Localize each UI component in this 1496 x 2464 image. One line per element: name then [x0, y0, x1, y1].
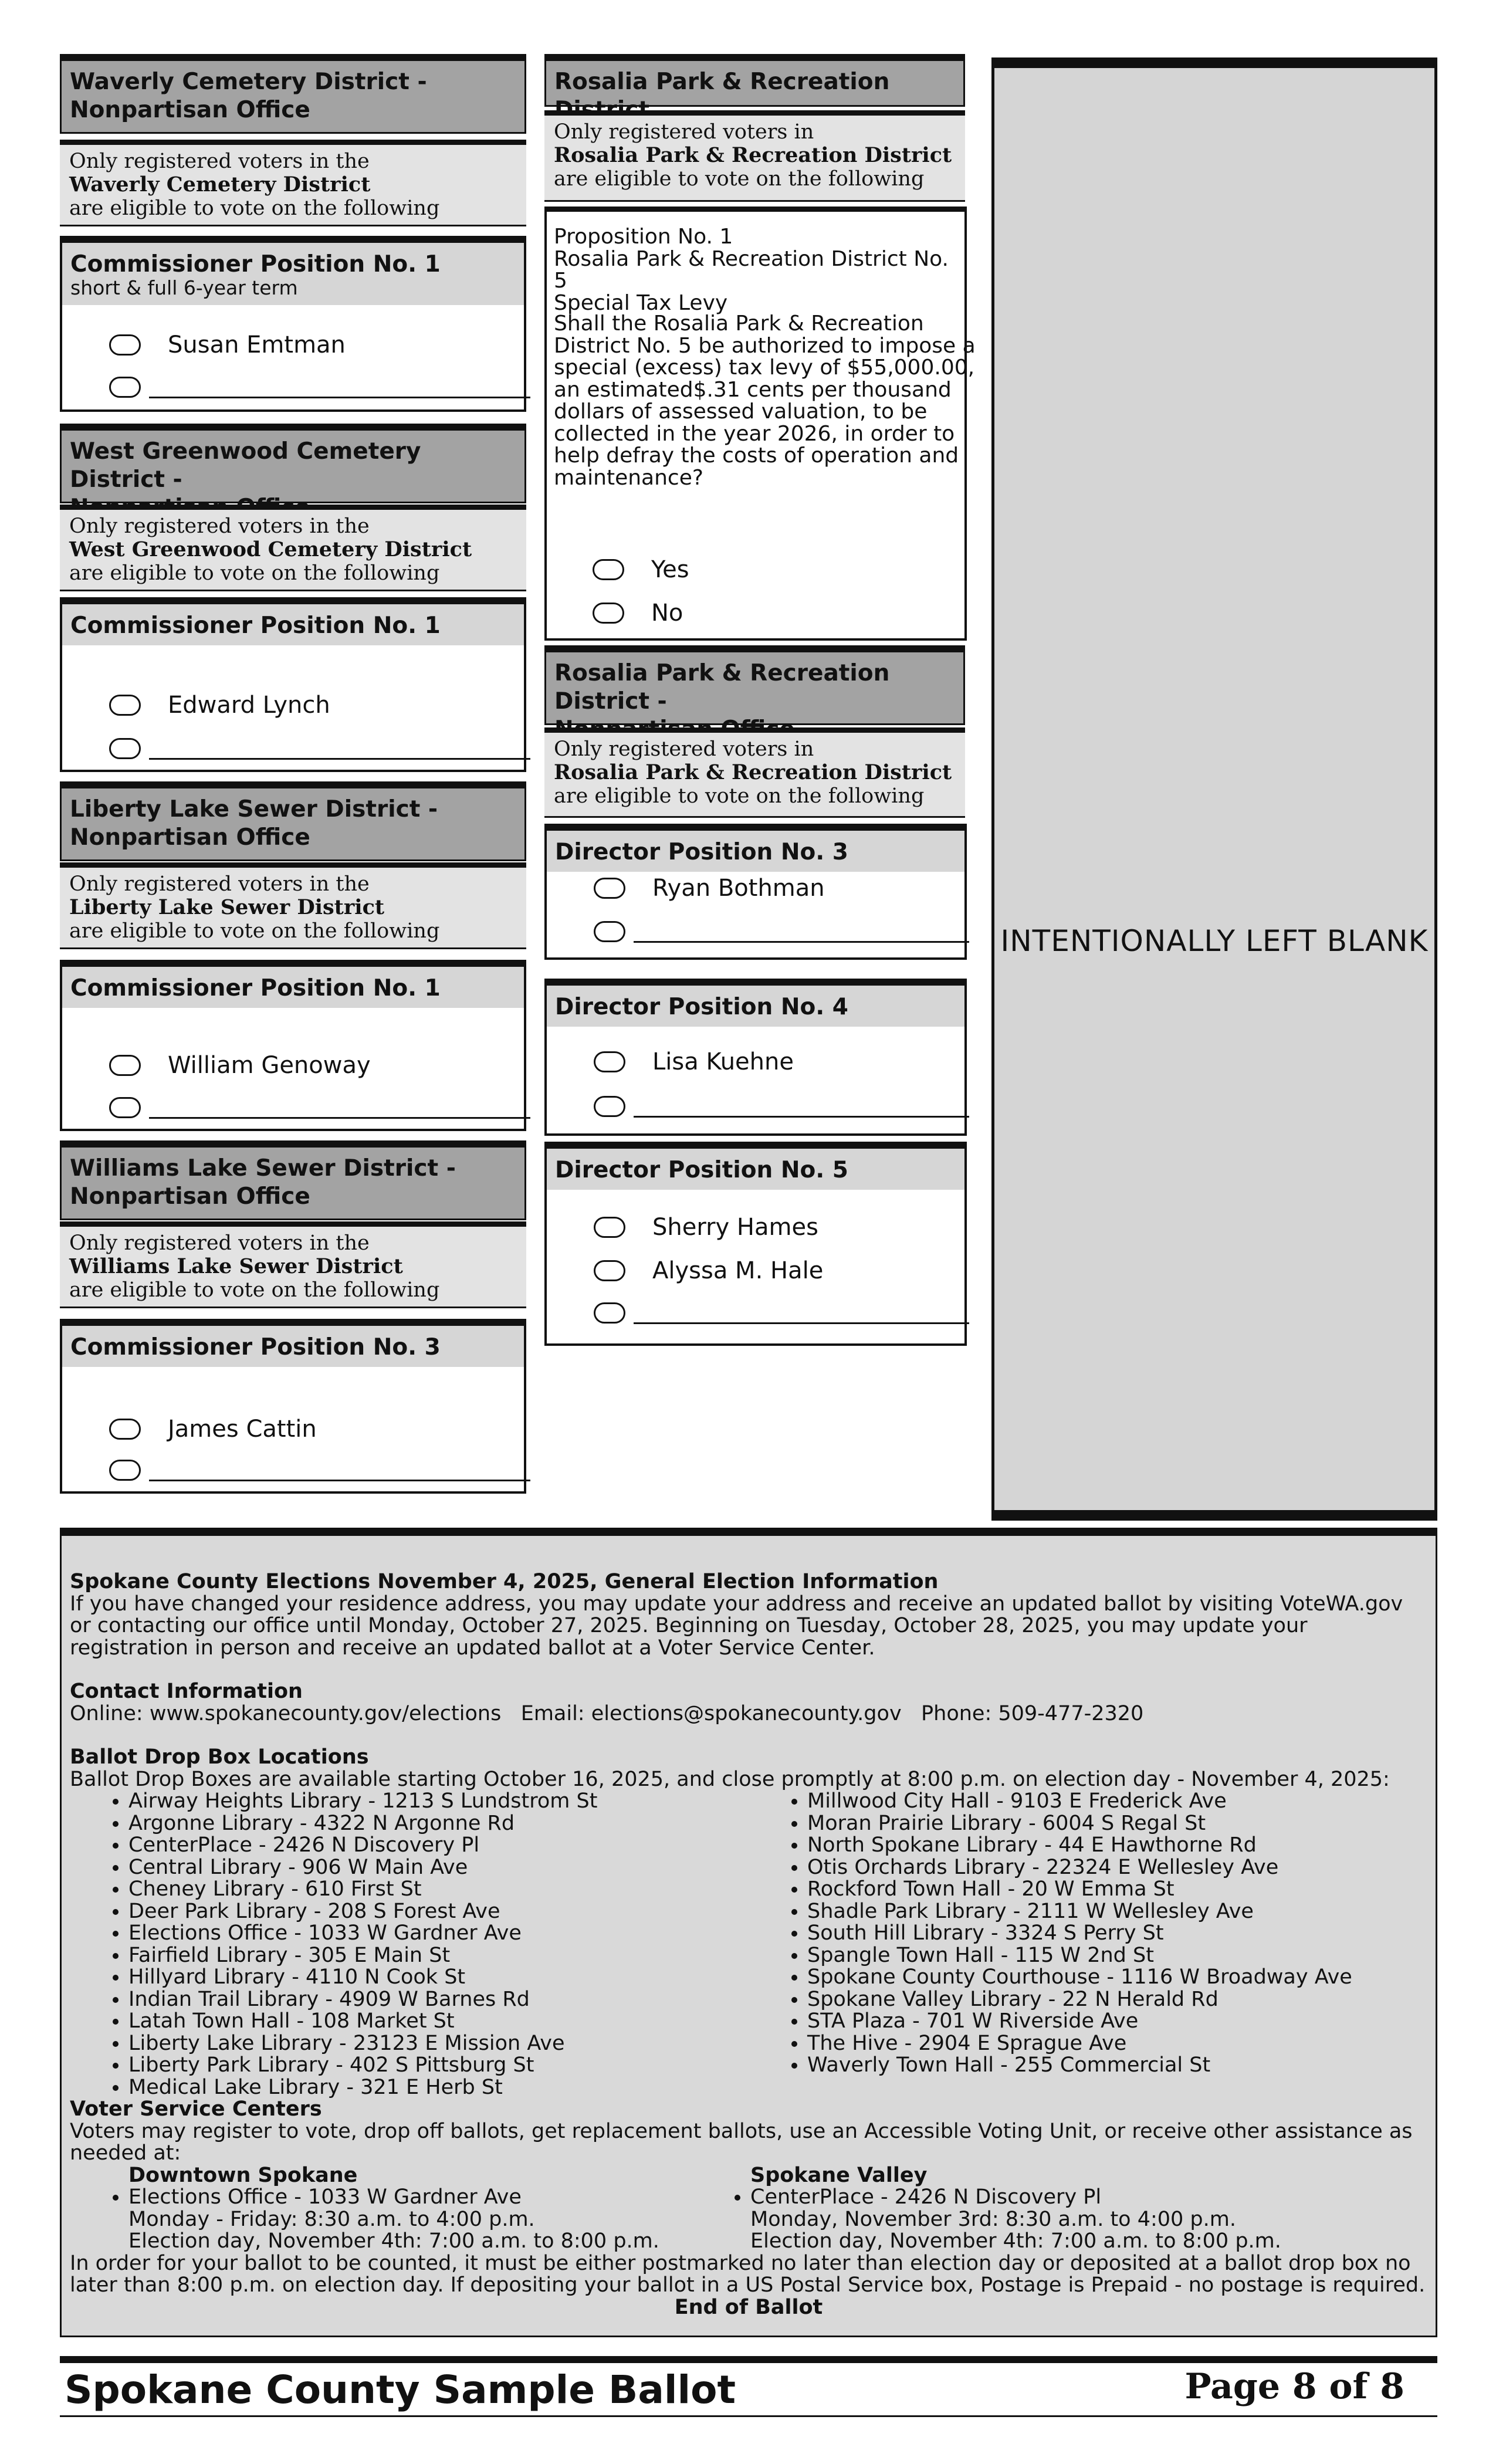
dropbox-list-right [749, 1791, 1427, 2099]
contest-title: Commissioner Position No. 3 [62, 1326, 524, 1367]
vote-oval[interactable] [594, 921, 625, 942]
contest-title: Director Position No. 5 [547, 1149, 964, 1190]
proposition-text-line: dollars of assessed valuation, to be [554, 400, 928, 424]
office-header-waverly [60, 54, 526, 134]
dropbox-list-left [70, 1791, 749, 2099]
list-item: • Shadle Park Library - 2111 W Wellesley Ave [807, 1901, 1427, 1923]
list-item: • Hillyard Library - 4110 N Cook St [128, 1967, 749, 1989]
contest-box-director-3 [544, 824, 967, 960]
proposition-text-line: maintenance? [554, 465, 703, 490]
office-header-liberty-lake [60, 781, 526, 861]
vsc-eday: Election day, November 4th: 7:00 a.m. to 8:00 p.m. [750, 2229, 1281, 2253]
proposition-text-line: help defray the costs of operation and [554, 444, 959, 468]
write-in-line[interactable] [634, 941, 969, 943]
eligibility-note-williams-lake [60, 1221, 526, 1308]
dropbox-intro: Ballot Drop Boxes are available starting October 16, 2025, and close promptly at 8:00 p.m. on election day - November 4, 2025: [70, 1767, 1390, 1791]
office-header-rosalia-prop [544, 54, 965, 107]
eligibility-note-waverly [60, 140, 526, 226]
list-item: • Indian Trail Library - 4909 W Barnes Rd [128, 1989, 749, 2011]
eligibility-district: Rosalia Park & Recreation District [554, 143, 952, 167]
list-item: • Moran Prairie Library - 6004 S Regal St [807, 1813, 1427, 1835]
proposition-text-line: an estimated$.31 cents per thousand [554, 377, 952, 402]
vote-oval[interactable] [109, 334, 141, 356]
contest-title [62, 243, 524, 305]
candidate-name: Edward Lynch [168, 692, 330, 719]
candidate-name: Lisa Kuehne [652, 1048, 794, 1075]
list-item: • Central Library - 906 W Main Ave [128, 1857, 749, 1879]
proposition-district: Rosalia Park & Recreation District No. 5 [554, 246, 949, 293]
vote-oval[interactable] [109, 1097, 141, 1118]
contest-box-liberty-lake [60, 960, 526, 1131]
eligibility-line: are eligible to vote on the following [69, 561, 440, 585]
office-title-line1: Rosalia Park & Recreation District - [554, 660, 890, 715]
proposition-text-line: collected in the year 2026, in order to [554, 421, 955, 446]
contest-box-director-4 [544, 979, 967, 1136]
contest-title: Director Position No. 3 [547, 831, 964, 872]
vote-oval[interactable] [109, 1055, 141, 1076]
office-title-line2: Nonpartisan Office [70, 824, 310, 851]
spacer [70, 1659, 1427, 1681]
vote-oval[interactable] [109, 1460, 141, 1481]
vsc-list [128, 2187, 774, 2209]
eligibility-line: are eligible to vote on the following [69, 197, 440, 220]
office-header-williams-lake [60, 1140, 526, 1220]
list-item: • Argonne Library - 4322 N Argonne Rd [128, 1813, 749, 1835]
eligibility-note-liberty-lake [60, 862, 526, 949]
proposition-text [554, 313, 976, 489]
list-item: • Waverly Town Hall - 255 Commercial St [807, 2055, 1427, 2077]
list-item: • Spangle Town Hall - 115 W 2nd St [807, 1945, 1427, 1967]
eligibility-note-west-greenwood [60, 505, 526, 591]
office-title-line2: Nonpartisan Office [70, 1183, 310, 1210]
list-item: • Liberty Lake Library - 23123 E Mission Ave [128, 2033, 749, 2055]
closing-text: In order for your ballot to be counted, it must be either postmarked no later than election day or deposited at a ballot drop box no later than 8:00 p.m. on election day. If depositing your ballot in a US Postal Service box, Postage is Prepaid - no postage is required. [70, 2251, 1426, 2297]
candidate-name: William Genoway [168, 1052, 371, 1079]
eligibility-note-rosalia-office [544, 727, 965, 818]
vote-oval[interactable] [109, 377, 141, 398]
vote-oval[interactable] [593, 603, 624, 624]
write-in-line[interactable] [149, 397, 530, 398]
list-item: • Liberty Park Library - 402 S Pittsburg St [128, 2055, 749, 2077]
eligibility-line: Only registered voters in [554, 120, 814, 144]
contest-title: Director Position No. 4 [547, 986, 964, 1027]
contest-title: Commissioner Position No. 1 [62, 604, 524, 645]
vote-oval[interactable] [109, 738, 141, 759]
vsc-intro: Voters may register to vote, drop off ballots, get replacement ballots, use an Accessible Voting Unit, or receive other assistance as needed at: [70, 2119, 1413, 2165]
list-item: • North Spokane Library - 44 E Hawthorne Rd [807, 1835, 1427, 1857]
office-header-west-greenwood [60, 424, 526, 503]
vsc-hours: Monday - Friday: 8:30 a.m. to 4:00 p.m. [128, 2207, 535, 2231]
vsc-downtown [70, 2165, 750, 2253]
office-title-line1: Williams Lake Sewer District - [70, 1155, 456, 1182]
info-intro: If you have changed your residence address, you may update your address and receive an updated ballot by visiting VoteWA.gov or contacting our office until Monday, October 27, 2025. Beginning on Tuesday, October 28, 2025, you may update your registration in person and receive an updated ballot at a Voter Service Center. [70, 1592, 1403, 1660]
list-item: • Elections Office - 1033 W Gardner Ave [128, 2187, 774, 2209]
vsc-eday: Election day, November 4th: 7:00 a.m. to 8:00 p.m. [128, 2229, 659, 2253]
eligibility-line: Only registered voters in the [69, 872, 370, 896]
list-item: • CenterPlace - 2426 N Discovery Pl [750, 2187, 1396, 2209]
vsc-valley [750, 2165, 1396, 2253]
vote-oval[interactable] [109, 695, 141, 716]
office-title-line1: Liberty Lake Sewer District - [70, 796, 438, 823]
list-item: • Millwood City Hall - 9103 E Frederick Ave [807, 1791, 1427, 1813]
vsc-hours: Monday, November 3rd: 8:30 a.m. to 4:00 p.m. [750, 2207, 1236, 2231]
proposition-box [544, 207, 976, 641]
proposition-type: Special Tax Levy [554, 290, 728, 315]
proposition-text-line: Shall the Rosalia Park & Recreation [554, 312, 924, 336]
vsc-heading: Voter Service Centers [70, 2097, 322, 2121]
vsc-title: Spokane Valley [750, 2163, 928, 2187]
page-number: Page 8 of 8 [1184, 2366, 1404, 2407]
footer-bar [60, 2356, 1437, 2417]
vote-oval[interactable] [594, 878, 625, 899]
contest-subtitle: short & full 6-year term [70, 276, 298, 299]
eligibility-district: West Greenwood Cemetery District [69, 537, 472, 561]
proposition-number: Proposition No. 1 [554, 225, 733, 249]
vote-oval[interactable] [109, 1419, 141, 1440]
proposition-text-line: special (excess) tax levy of $55,000.00, [554, 356, 975, 380]
vote-oval[interactable] [593, 559, 624, 580]
contest-title: Commissioner Position No. 1 [62, 967, 524, 1008]
vote-oval[interactable] [594, 1051, 625, 1072]
vote-oval[interactable] [594, 1260, 625, 1281]
vote-oval[interactable] [594, 1096, 625, 1117]
list-item: • Rockford Town Hall - 20 W Emma St [807, 1879, 1427, 1901]
list-item: • Latah Town Hall - 108 Market St [128, 2011, 749, 2033]
candidate-name: James Cattin [168, 1416, 317, 1443]
vsc-list [750, 2187, 1396, 2209]
contest-box-west-greenwood [60, 597, 526, 772]
eligibility-line: are eligible to vote on the following [69, 1278, 440, 1302]
vote-oval[interactable] [594, 1217, 625, 1238]
eligibility-line: Only registered voters in the [69, 150, 370, 173]
candidate-name: Alyssa M. Hale [652, 1257, 824, 1284]
office-title: Rosalia Park & Recreation [554, 69, 890, 95]
candidate-name: Sherry Hames [652, 1214, 818, 1241]
intentionally-blank-panel [991, 57, 1437, 1521]
list-item: • CenterPlace - 2426 N Discovery Pl [128, 1835, 749, 1857]
ballot-title: Spokane County Sample Ballot [65, 2367, 736, 2412]
election-info-box [60, 1528, 1437, 2337]
eligibility-note-rosalia-prop [544, 110, 965, 202]
vsc-lists [70, 2165, 1427, 2253]
contest-box-williams-lake [60, 1319, 526, 1494]
dropbox-heading: Ballot Drop Box Locations [70, 1745, 369, 1769]
office-title-line1: Waverly Cemetery District - [70, 69, 427, 95]
write-in-line[interactable] [149, 1117, 530, 1119]
dropbox-lists [70, 1791, 1427, 2099]
eligibility-district: Liberty Lake Sewer District [69, 895, 385, 919]
eligibility-line: are eligible to vote on the following [554, 784, 925, 808]
eligibility-line: are eligible to vote on the following [554, 167, 925, 191]
eligibility-district: Rosalia Park & Recreation District [554, 760, 952, 784]
proposition-heading [554, 226, 964, 314]
spacer [70, 1725, 1427, 1747]
list-item: • Medical Lake Library - 321 E Herb St [128, 2077, 749, 2099]
option-label: No [651, 600, 683, 627]
end-of-ballot: End of Ballot [674, 2295, 823, 2319]
office-header-rosalia-office [544, 645, 965, 725]
candidate-name: Ryan Bothman [652, 875, 825, 902]
write-in-line[interactable] [634, 1322, 969, 1324]
eligibility-line: Only registered voters in the [69, 1231, 370, 1255]
write-in-line[interactable] [634, 1116, 969, 1118]
vote-oval[interactable] [594, 1302, 625, 1324]
office-title-line1: West Greenwood Cemetery District - [70, 438, 421, 493]
eligibility-district: Williams Lake Sewer District [69, 1254, 403, 1278]
blank-notice: INTENTIONALLY LEFT BLANK [1000, 924, 1429, 958]
write-in-line[interactable] [149, 758, 530, 760]
list-item: • South Hill Library - 3324 S Perry St [807, 1923, 1427, 1945]
contest-title-text: Commissioner Position No. 1 [70, 251, 441, 277]
candidate-name: Susan Emtman [168, 331, 346, 358]
eligibility-line: Only registered voters in the [69, 515, 370, 538]
info-heading: Spokane County Elections November 4, 2025, General Election Information [70, 1570, 939, 1593]
list-item: • Elections Office - 1033 W Gardner Ave [128, 1923, 749, 1945]
list-item: • STA Plaza - 701 W Riverside Ave [807, 2011, 1427, 2033]
option-label: Yes [651, 556, 689, 583]
list-item: • Deer Park Library - 208 S Forest Ave [128, 1901, 749, 1923]
list-item: • Airway Heights Library - 1213 S Lundstrom St [128, 1791, 749, 1813]
eligibility-line: are eligible to vote on the following [69, 919, 440, 943]
vsc-title: Downtown Spokane [128, 2163, 358, 2187]
list-item: • Cheney Library - 610 First St [128, 1879, 749, 1901]
list-item: • Spokane Valley Library - 22 N Herald Rd [807, 1989, 1427, 2011]
list-item: • Otis Orchards Library - 22324 E Wellesley Ave [807, 1857, 1427, 1879]
eligibility-line: Only registered voters in [554, 737, 814, 761]
contact-line: Online: www.spokanecounty.gov/elections Email: elections@spokanecounty.gov Phone: 509-477-2320 [70, 1701, 1144, 1725]
office-title-line2: Nonpartisan Office [70, 97, 310, 123]
contest-box-waverly [60, 236, 526, 412]
contact-heading: Contact Information [70, 1680, 303, 1703]
contest-box-director-5 [544, 1142, 967, 1346]
list-item: • Spokane County Courthouse - 1116 W Broadway Ave [807, 1967, 1427, 1989]
eligibility-district: Waverly Cemetery District [69, 172, 371, 197]
write-in-line[interactable] [149, 1480, 530, 1481]
proposition-text-line: District No. 5 be authorized to impose a [554, 333, 976, 358]
list-item: • The Hive - 2904 E Sprague Ave [807, 2033, 1427, 2055]
list-item: • Fairfield Library - 305 E Main St [128, 1945, 749, 1967]
